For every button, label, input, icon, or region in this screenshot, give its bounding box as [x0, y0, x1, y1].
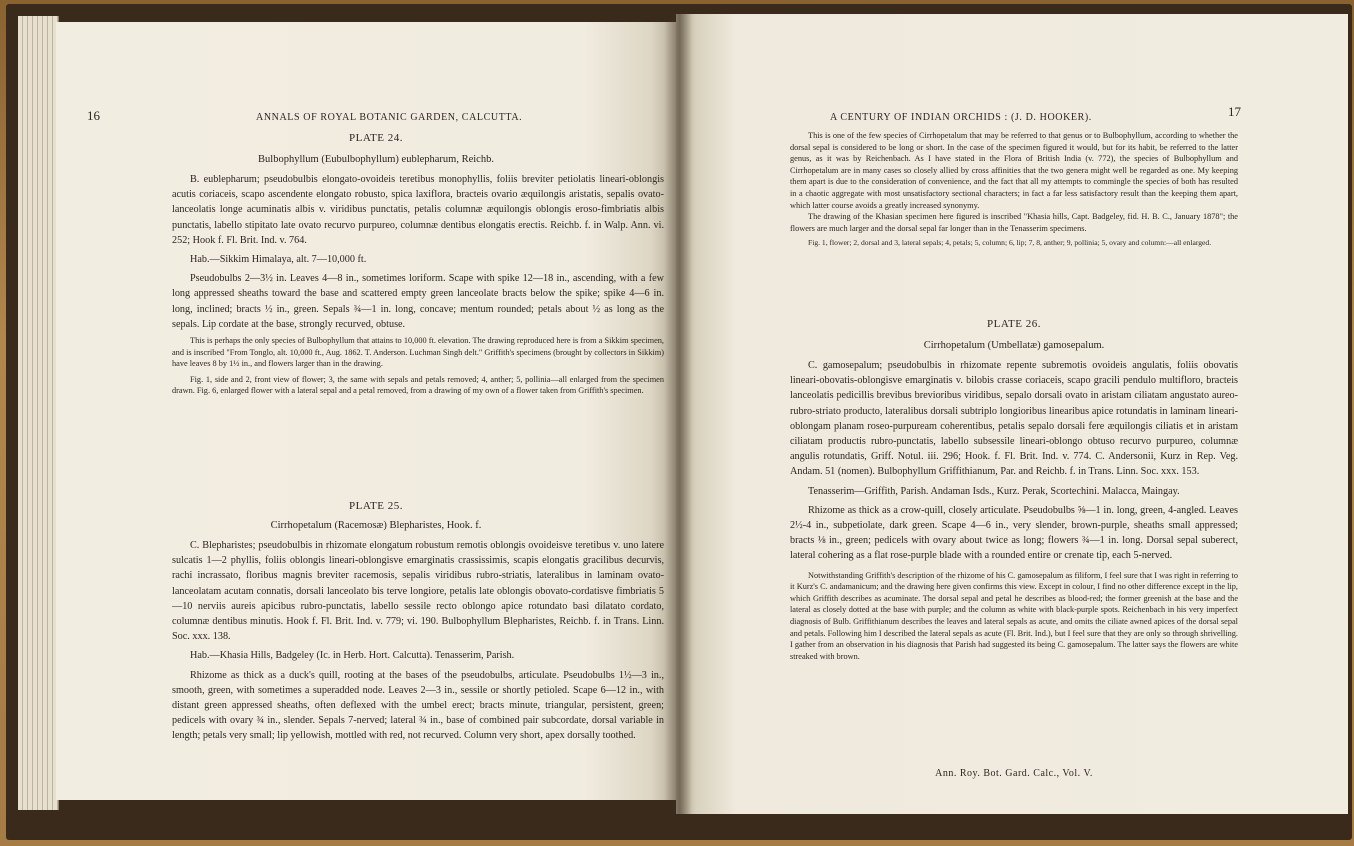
footer-reference: Ann. Roy. Bot. Gard. Calc., Vol. V.	[935, 768, 1093, 779]
plate-24-note: This is perhaps the only species of Bulbophyllum that attains to 10,000 ft. elevation. The drawing reproduced here is from a Sikkim specimen, and is inscribed "From Tonglo, alt. 10,000 ft., Aug. 1862. T. Anderson. Luchman Singh delt." Griffith's specimens (brought by collectors in Sikkim) have leaves 8 by 1½ in., and flowers larger than in the drawing.	[172, 336, 664, 369]
intro-paragraph: This is one of the few species of Cirrhopetalum that may be referred to that genus or to Bulbophyllum, according to whether the dorsal sepal is considered to be long or short. In the case of the specimen figured it would, but for its habit, be referred to the latter genus, as it was by Reichenbach. As I have stated in the Flora of British India (v. 772), the species of Bulbophyllum and Cirrhopetalum are in many cases so closely allied by cross affinities that the two genera might well be regarded as one. My keeping them apart is due to the consideration of convenience, and the fact that all my attempts to commingle the species of both has resulted in a chaotic aggregate with most unsatisfactory sectional characters; in fact a far less satisfactory result than the keeping them apart, which latter course avoids a greatly increased synonymy.	[790, 131, 1238, 210]
plate-26-diagnosis: C. gamosepalum; pseudobulbis in rhizomate repente subremotis ovoideis angulatis, foliis obovatis lineari-obovatis-oblongisve emarginatis v. bilobis crasse coriaceis, scapo gracili pendulo multifloro, bracteis lanceolatis pedicillis brevibus brevioribus viridibus, sepalo dorsali ovato in aristam ciliatam angustato aureo-rubro-striato producto, lateralibus dorsali subtriplo longioribus linearibus apice rotundatis in laminam lineari-oblongam planam roseo-purpuream coherentibus, petalis sepalo dorsali fere æquilongis ciliatis et in aristam ciliatam productis rubro-punctatis, labello subsessile lineari-oblongo obtuso recurvo purpureo, columnæ angulis rotundatis, Griff. Notul. iii. 296; Hook. f. Fl. Brit. Ind. v. 774. C. Andersonii, Kurz in Rep. Veg. Andam. 51 (nomen). Bulbophyllum Griffithianum, Par. and Reichb. f. in Trans. Linn. Soc. xxx. 153.	[790, 360, 1238, 478]
figs-plate-25: Fig. 1, flower; 2, dorsal and 3, lateral sepals; 4, petals; 5, column; 6, lip; 7, 8, anther; 9, pollinia; 5, ovary and column:—all enlarged.	[808, 238, 1212, 248]
right-text-block-1	[790, 130, 1238, 249]
plate-26-note: Notwithstanding Griffith's description of the rhizome of his C. gamosepalum as filiform, I feel sure that I was right in referring to it Kurz's C. andamanicum; and the drawing here given confirms this view. Except in colour, I find no other difference except in the lip, which Griffith describes as acuminate. The dorsal sepal and petal he describes as blood-red; the former greenish at the base and the lateral as closely dotted at the base with purple; and the column as white with black-purple spots. Reichenbach in his very imperfect diagnosis of Bulb. Griffithianum describes the leaves and lateral sepals as acute, and omits the ciliate awned apices of the dorsal sepal and petals. Following him I described the lateral sepals as acute (Fl. Brit. Ind.), but I feel sure that they are only so through shrivelling. I gather from an observation in his diagnosis that Parish had suggested its being C. gamosepalum. The latter says the flowers are white streaked with brown.	[790, 570, 1238, 661]
drawing-note: The drawing of the Khasian specimen here figured is inscribed "Khasia hills, Capt. Badgeley, fid. H. B. C., January 1878"; the flowers are much larger and the dorsal sepal far longer than in the Tenasserim specimens.	[790, 212, 1238, 233]
book-gutter	[664, 14, 692, 814]
left-text-block-2	[172, 538, 664, 744]
plate-24-title: PLATE 24.	[349, 132, 403, 144]
plate-26-description: Rhizome as thick as a crow-quill, closely articulate. Pseudobulbs ⅝—1 in. long, green, 4-angled. Leaves 2½-4 in., subpetiolate, dark green. Scape 4—6 in., very slender, brown-purple, sheaths small appressed; bracts ⅛ in., green; pedicels with ovary about twice as long; flowers ¾—1 in. long. Dorsal sepal suberect, lateral cohering as a flat rose-purple blade with a rounded entire or crenate tip, each 5-nerved.	[790, 504, 1238, 562]
page-edges-left	[18, 16, 59, 810]
running-head-left: ANNALS OF ROYAL BOTANIC GARDEN, CALCUTTA.	[256, 112, 523, 123]
plate-25-habitat: Hab.—Khasia Hills, Badgeley (Ic. in Herb. Hort. Calcutta). Tenasserim, Parish.	[190, 650, 515, 662]
plate-25-title: PLATE 25.	[349, 500, 403, 512]
plate-25-description: Rhizome as thick as a duck's quill, rooting at the bases of the pseudobulbs, articulate. Pseudobulbs 1½—3 in., smooth, green, with sometimes a superadded node. Leaves 2—3 in., sessile or shortly petioled. Scape 6—12 in., with distant green appressed sheaths, often deflexed with the umbel erect; bracts minute, triangular, persistent, green; pedicels with ovary ¾ in., slender. Sepals 7-nerved; lateral ¾ in., base of combined pair subcordate, dorsal variable in length; petals very small; lip yellowish, mottled with red, not recurved. Column very short, apex dorsally toothed.	[172, 669, 664, 742]
plate-24-subtitle: Bulbophyllum (Eubulbophyllum) eublepharum, Reichb.	[258, 154, 494, 165]
plate-26-title: PLATE 26.	[987, 318, 1041, 330]
plate-24-figs: Fig. 1, side and 2, front view of flower; 3, the same with sepals and petals removed; 4, anther; 5, pollinia—all enlarged from the specimen drawn. Fig. 6, enlarged flower with a lateral sepal and a petal removed, from a drawing of my own of a flower taken from Griffith's specimen.	[172, 374, 664, 396]
plate-24-habitat: Hab.—Sikkim Himalaya, alt. 7—10,000 ft.	[190, 254, 367, 266]
plate-25-subtitle: Cirrhopetalum (Racemosæ) Blepharistes, Hook. f.	[270, 520, 482, 531]
left-text-block-1	[172, 172, 664, 397]
page-number-right: 17	[1228, 104, 1241, 119]
plate-26-subtitle: Cirrhopetalum (Umbellatæ) gamosepalum.	[923, 340, 1105, 351]
right-text-block-2	[790, 358, 1238, 662]
page-number-left: 16	[87, 108, 100, 123]
plate-25-diagnosis: C. Blepharistes; pseudobulbis in rhizomate elongatum robustum remotis oblongis ovoideisve teretibus v. uno latere sulcatis 1—2 phyllis, foliis oblongis lineari-oblongisve emarginatis crassissimis, scapis elongatis gracilibus decurvis, rachi incrassato, floribus magnis breviter racemosis, sepalis viridibus rubro-striatis, lateralibus in laminam ovato-lanceolatam acutam connatis, dorsali lanceolato bis terve longiore, petalis late oblongis obovato-cordatisve fimbriatis 5—10 nerviis aureis apicibus rubro-punctatis, labello sessile recto oblongo apice rotundato basi dilatato cordato, columnæ dentibus minutis. Hook f. Fl. Brit. Ind. v. 779; vi. 190. Bulbophyllum Blepharistes, Reichb. f. in Trans. Linn. Soc. xxx. 138.	[172, 540, 664, 643]
plate-24-description: Pseudobulbs 2—3½ in. Leaves 4—8 in., sometimes loriform. Scape with spike 12—18 in., ascending, with a few long appressed sheaths toward the base and scattered empty green lanceolate bracts below the spike; spike 4—6 in. long, inclined; bracts ½ in., green. Sepals ¾—1 in. long, concave; mentum rounded; petals about ½ as long as the sepals. Lip cordate at the base, strongly recurved, obtuse.	[172, 273, 664, 330]
plate-26-habitat: Tenasserim—Griffith, Parish. Andaman Isds., Kurz. Perak, Scortechini. Malacca, Maingay.	[808, 485, 1180, 497]
running-head-right: A CENTURY OF INDIAN ORCHIDS : (J. D. HOOKER).	[830, 112, 1092, 123]
plate-24-diagnosis: B. eublepharum; pseudobulbis elongato-ovoideis teretibus monophyllis, foliis breviter petiolatis lineari-oblongis acutis coriaceis, scapo ascendente elongato robusto, spica laxiflora, bracteis ovario æquilongis aristatis, sepalis ovato-lanceolatis longe acuminatis albis v. viridibus punctatis, petalis columnæ æquilongis oblongis eroso-fimbriatis albis punctatis, labello stipitato late ovato recurvo purpureo, columnæ dentibus elongatis erectis. Reichb. f. in Walp. Ann. vi. 252; Hook f. Fl. Brit. Ind. v. 764.	[172, 174, 664, 246]
